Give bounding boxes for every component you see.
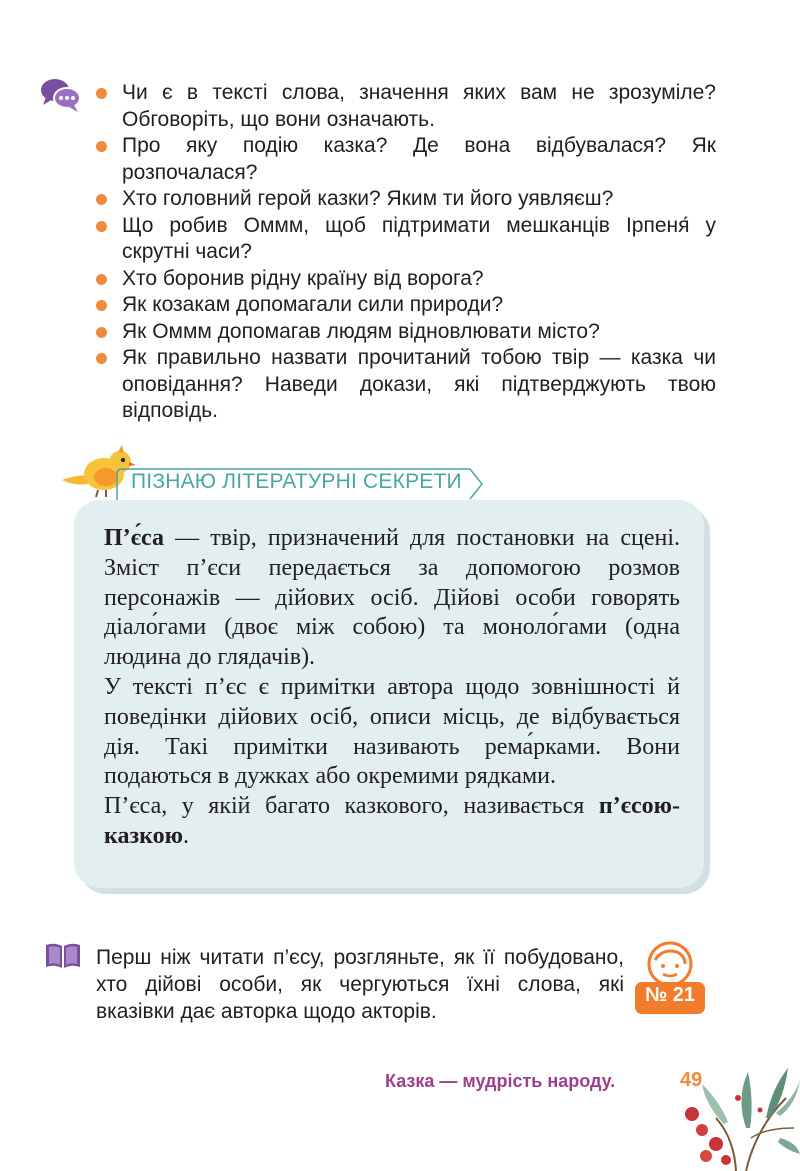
- book-icon: [44, 942, 82, 970]
- fairy-play-paragraph: П’єса, у якій багато казкового, називається п’єсою-казкою.: [104, 793, 680, 849]
- question-item: Як Оммм допомагав людям відновлювати місто?: [96, 319, 716, 346]
- info-box-text: [104, 524, 680, 852]
- footer-title: Казка — мудрість народу.: [385, 1071, 616, 1091]
- page-number: 49: [680, 1069, 703, 1091]
- bullet-icon: [96, 141, 107, 152]
- term-pesa-kazka: п’єсою-казкою: [104, 793, 680, 849]
- questions-list: [96, 80, 716, 425]
- reading-note: Перш ніж читати п’єсу, розгляньте, як її побудовано, хто дійові особи, як чергуються їхні слова, які вказівки дає авторка щодо акторів.: [96, 946, 624, 1023]
- definition-paragraph: П’є́са — твір, призначений для постановки на сцені. Зміст п’єси передається за допомогою розмов персонажів — дійових осіб. Дійові особи говорять діало́гами (двоє між собою) та моноло́гами (одна людина до глядачів).: [104, 525, 680, 671]
- question-item: Чи є в тексті слова, значення яких вам не зрозуміле? Обговоріть, що вони означають.: [96, 80, 716, 133]
- bullet-icon: [96, 194, 107, 205]
- bullet-icon: [96, 353, 107, 364]
- term-pesa: П’є́са: [104, 525, 164, 551]
- question-item: Про яку подію казка? Де вона відбувалася? Як розпочалася?: [96, 133, 716, 186]
- bullet-icon: [96, 327, 107, 338]
- question-item: Хто головний герой казки? Яким ти його уявляєш?: [96, 186, 716, 213]
- bullet-icon: [96, 221, 107, 232]
- audio-badge-label: № 21: [644, 984, 696, 1006]
- bullet-icon: [96, 88, 107, 99]
- bullet-icon: [96, 274, 107, 285]
- discussion-icon: [40, 78, 82, 114]
- remarks-paragraph: У тексті п’єс є примітки автора щодо зовнішності й поведінки дійових осіб, описи місць, де відбувається дія. Такі примітки називають рема́рками. Вони подаються в дужках або окремими рядками.: [104, 673, 680, 790]
- question-item: Як козакам допомагали сили природи?: [96, 292, 716, 319]
- secrets-heading: ПІЗНАЮ ЛІТЕРАТУРНІ СЕКРЕТИ: [131, 470, 462, 493]
- berry-branch-icon: [676, 1058, 800, 1171]
- question-item: Як правильно назвати прочитаний тобою твір — казка чи оповідання? Наведи докази, які підтверджують твою відповідь.: [96, 345, 716, 425]
- question-item: Хто боронив рідну країну від ворога?: [96, 266, 716, 293]
- bullet-icon: [96, 300, 107, 311]
- question-item: Що робив Оммм, щоб підтримати мешканців Ірпеня́ у скрутні часи?: [96, 213, 716, 266]
